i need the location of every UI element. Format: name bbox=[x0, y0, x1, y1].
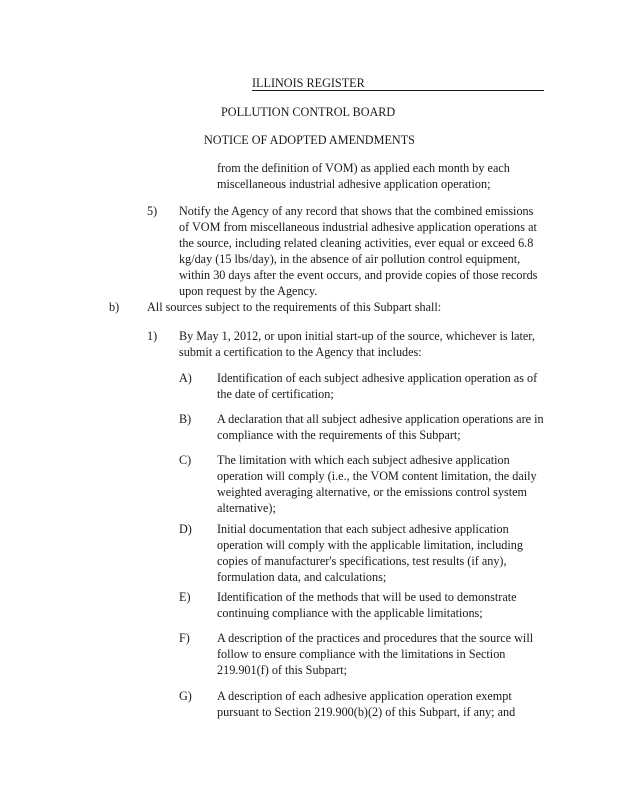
subitem-label: F) bbox=[179, 631, 190, 645]
paragraph-line: follow to ensure compliance with the limitations in Section bbox=[217, 647, 506, 661]
item-label: b) bbox=[109, 300, 120, 314]
paragraph-line: weighted averaging alternative, or the emissions control system bbox=[217, 485, 528, 499]
item-1-paragraph bbox=[179, 328, 535, 360]
subitem-c-paragraph bbox=[217, 452, 537, 516]
paragraph-line: Initial documentation that each subject adhesive application bbox=[217, 522, 509, 536]
paragraph-line: operation will comply (i.e., the VOM content limitation, the daily bbox=[217, 469, 537, 483]
continuation-paragraph bbox=[217, 160, 510, 192]
subitem-g-paragraph bbox=[217, 688, 515, 720]
paragraph-line: operation will comply with the applicable limitation, including bbox=[217, 538, 523, 552]
paragraph-line: compliance with the requirements of this Subpart; bbox=[217, 428, 461, 442]
paragraph-line: within 30 days after the event occurs, and provide copies of those records bbox=[179, 268, 538, 282]
paragraph-line: from the definition of VOM) as applied each month by each bbox=[217, 161, 510, 175]
paragraph-line: A description of the practices and procedures that the source will bbox=[217, 631, 534, 645]
paragraph-line: By May 1, 2012, or upon initial start-up of the source, whichever is later, bbox=[179, 329, 535, 343]
register-title: ILLINOIS REGISTER bbox=[252, 76, 544, 91]
paragraph-line: Notify the Agency of any record that shows that the combined emissions bbox=[179, 204, 534, 218]
paragraph-line: of VOM from miscellaneous industrial adhesive application operations at bbox=[179, 220, 537, 234]
item-label: 1) bbox=[147, 329, 158, 343]
paragraph-line: formulation data, and calculations; bbox=[217, 570, 387, 584]
paragraph-line: copies of manufacturer's specifications, test results (if any), bbox=[217, 554, 507, 568]
paragraph-line: 219.901(f) of this Subpart; bbox=[217, 663, 347, 677]
subitem-label: C) bbox=[179, 453, 192, 467]
board-title: POLLUTION CONTROL BOARD bbox=[221, 105, 396, 119]
paragraph-line: upon request by the Agency. bbox=[179, 284, 318, 298]
paragraph-line: The limitation with which each subject adhesive application bbox=[217, 453, 510, 467]
subitem-label: B) bbox=[179, 412, 192, 426]
item-b-paragraph bbox=[147, 299, 441, 315]
paragraph-line: kg/day (15 lbs/day), in the absence of air pollution control equipment, bbox=[179, 252, 521, 266]
item-5-paragraph bbox=[179, 203, 537, 299]
subitem-label: D) bbox=[179, 522, 192, 536]
subitem-a-paragraph bbox=[217, 370, 537, 402]
paragraph-line: the source, including related cleaning activities, ever equal or exceed 6.8 bbox=[179, 236, 534, 250]
subitem-d-paragraph bbox=[217, 521, 523, 585]
paragraph-line: All sources subject to the requirements of this Subpart shall: bbox=[147, 300, 442, 314]
subitem-label: G) bbox=[179, 689, 192, 703]
paragraph-line: alternative); bbox=[217, 501, 276, 515]
notice-title: NOTICE OF ADOPTED AMENDMENTS bbox=[204, 133, 415, 147]
subitem-label: E) bbox=[179, 590, 191, 604]
subitem-label: A) bbox=[179, 371, 192, 385]
paragraph-line: continuing compliance with the applicable limitations; bbox=[217, 606, 483, 620]
paragraph-line: A declaration that all subject adhesive application operations are in bbox=[217, 412, 544, 426]
paragraph-line: A description of each adhesive application operation exempt bbox=[217, 689, 512, 703]
paragraph-line: Identification of the methods that will be used to demonstrate bbox=[217, 590, 517, 604]
item-label: 5) bbox=[147, 204, 158, 218]
paragraph-line: pursuant to Section 219.900(b)(2) of this Subpart, if any; and bbox=[217, 705, 516, 719]
subitem-e-paragraph bbox=[217, 589, 517, 621]
paragraph-line: the date of certification; bbox=[217, 387, 334, 401]
paragraph-line: Identification of each subject adhesive application operation as of bbox=[217, 371, 538, 385]
subitem-f-paragraph bbox=[217, 630, 533, 678]
paragraph-line: miscellaneous industrial adhesive application operation; bbox=[217, 177, 491, 191]
subitem-b-paragraph bbox=[217, 411, 544, 443]
paragraph-line: submit a certification to the Agency that includes: bbox=[179, 345, 422, 359]
